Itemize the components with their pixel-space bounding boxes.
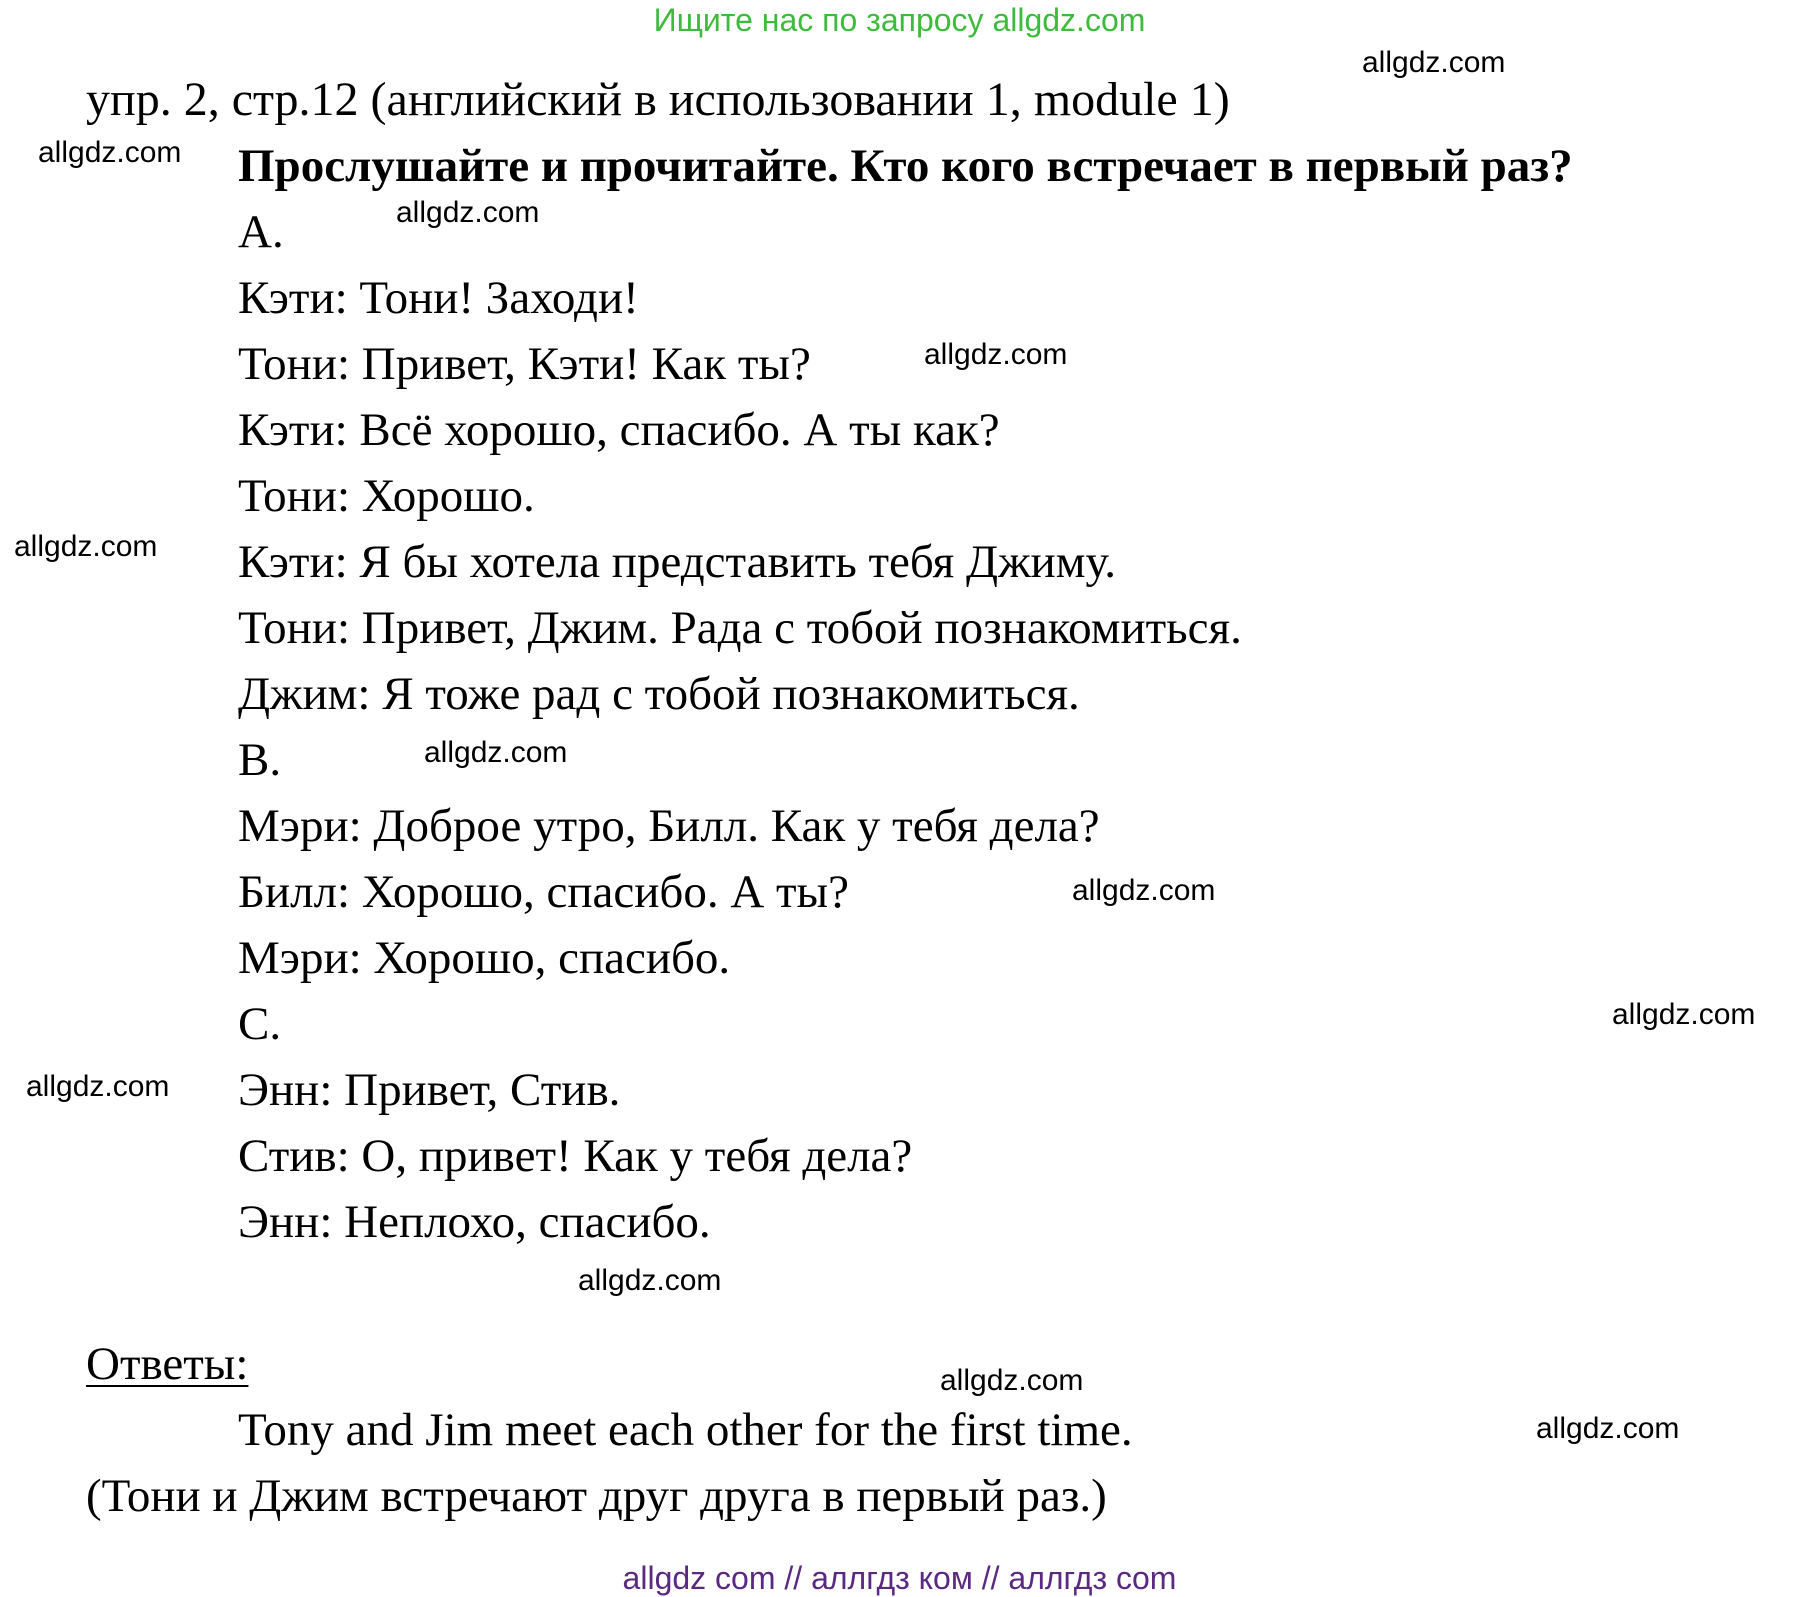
dialogue-line: Тони: Хорошо. [238,470,535,522]
watermark: allgdz.com [940,1364,1084,1397]
dialogue-line: Стив: О, привет! Как у тебя дела? [238,1130,913,1182]
watermark: allgdz.com [38,136,182,169]
dialogue-line: Тони: Привет, Джим. Рада с тобой познакомиться. [238,602,1242,654]
exercise-instruction: Прослушайте и прочитайте. Кто кого встречает в первый раз? [238,140,1573,192]
watermark: allgdz.com [1072,874,1216,907]
dialogue-line: Тони: Привет, Кэти! Как ты? [238,338,811,390]
watermark: allgdz.com [14,530,158,563]
watermark: allgdz.com [424,736,568,769]
dialogue-line: Мэри: Хорошо, спасибо. [238,932,731,984]
dialogue-line: Кэти: Тони! Заходи! [238,272,639,324]
dialogue-line: Энн: Неплохо, спасибо. [238,1196,711,1248]
watermark: allgdz.com [1362,46,1506,79]
exercise-title: упр. 2, стр.12 (английский в использовании 1, module 1) [86,73,1230,126]
top-banner: Ищите нас по запросу allgdz.com [653,2,1146,38]
dialogue-line: Мэри: Доброе утро, Билл. Как у тебя дела? [238,800,1100,852]
watermark: allgdz.com [26,1070,170,1103]
watermark: allgdz.com [1612,998,1756,1031]
section-label-b: В. [238,734,282,786]
section-label-c: С. [238,998,282,1050]
watermark: allgdz.com [1536,1412,1680,1445]
dialogue-line: Джим: Я тоже рад с тобой познакомиться. [238,668,1080,720]
answer-russian: (Тони и Джим встречают друг друга в первый раз.) [86,1470,1107,1522]
section-label-a: А. [238,206,284,258]
watermark: allgdz.com [924,338,1068,371]
answer-english: Tony and Jim meet each other for the first time. [238,1404,1133,1456]
watermark: allgdz.com [578,1264,722,1297]
watermark: allgdz.com [396,196,540,229]
dialogue-line: Кэти: Я бы хотела представить тебя Джиму. [238,536,1116,588]
dialogue-line: Энн: Привет, Стив. [238,1064,621,1116]
footer-links: allgdz com // аллгдз ком // аллгдз com [622,1560,1177,1596]
dialogue-line: Билл: Хорошо, спасибо. А ты? [238,866,849,918]
dialogue-line: Кэти: Всё хорошо, спасибо. А ты как? [238,404,1000,456]
answers-heading: Ответы: [86,1338,249,1390]
